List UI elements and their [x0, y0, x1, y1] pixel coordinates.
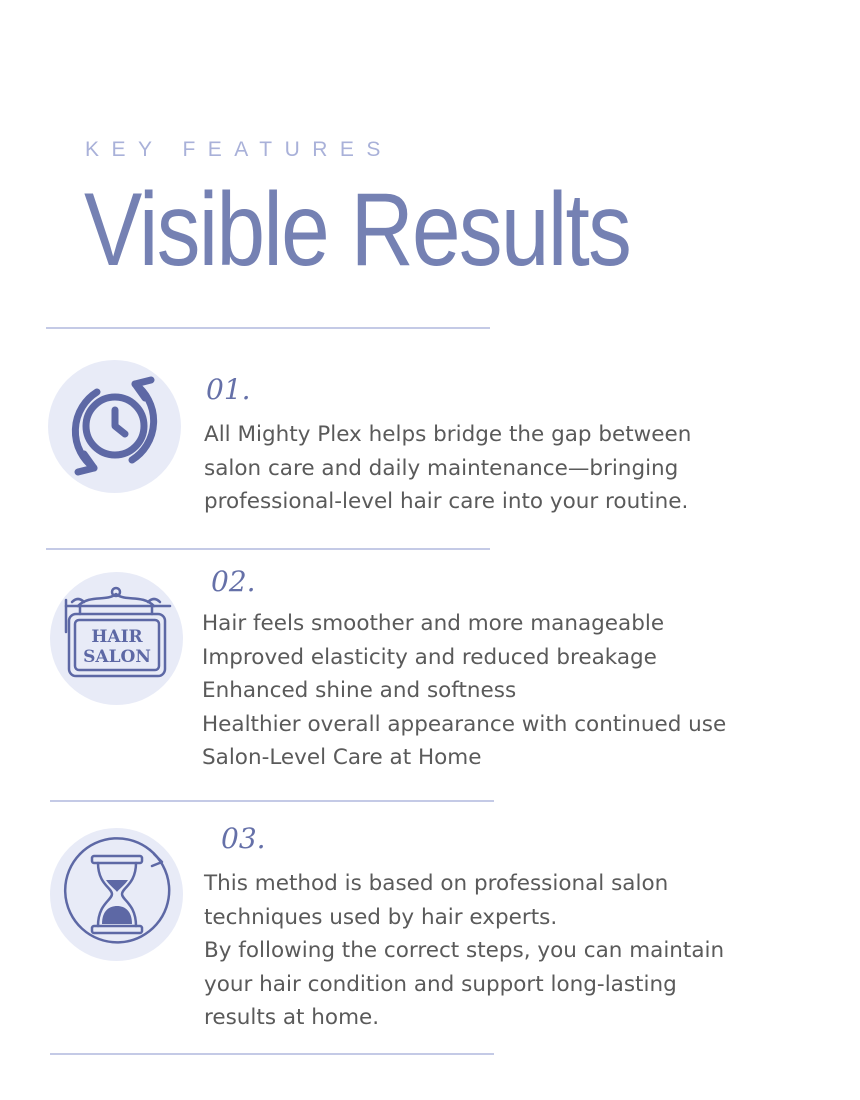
divider	[46, 327, 490, 329]
sand-bottom	[102, 906, 132, 924]
feature-description	[204, 418, 724, 519]
sign-text-hair: HAIR	[91, 627, 143, 647]
feature-icon-circle	[50, 572, 183, 705]
feature-line: All Mighty Plex helps bridge the gap between salon care and daily maintenance—bringing professional-level hair care into your routine.	[204, 422, 692, 514]
eyebrow-label: KEY FEATURES	[85, 138, 393, 161]
feature-line: Hair feels smoother and more manageable	[202, 611, 665, 636]
feature-icon-circle	[48, 360, 181, 493]
feature-line: Healthier overall appearance with continued use	[202, 711, 727, 737]
hourglass-icon	[50, 828, 183, 961]
feature-line: Improved elasticity and reduced breakage	[202, 644, 657, 670]
feature-description	[202, 607, 742, 775]
feature-number: 03.	[221, 822, 266, 855]
feature-line: Enhanced shine and softness	[202, 678, 517, 703]
page-title: Visible Results	[84, 172, 631, 288]
sign-text-salon: SALON	[83, 647, 151, 667]
divider	[50, 800, 494, 802]
feature-icon-circle	[50, 828, 183, 961]
feature-line: This method is based on professional salon techniques used by hair experts.	[204, 871, 669, 930]
hair-salon-sign-icon	[50, 572, 183, 705]
feature-line: Salon-Level Care at Home	[202, 745, 482, 770]
feature-number: 02.	[211, 565, 256, 598]
clock-refresh-icon	[48, 360, 181, 493]
feature-number: 01.	[206, 373, 251, 406]
divider	[50, 1053, 494, 1055]
feature-line: By following the correct steps, you can maintain your hair condition and support long-lasting results at home.	[204, 938, 725, 1030]
feature-description	[204, 867, 734, 1035]
divider	[46, 548, 490, 550]
